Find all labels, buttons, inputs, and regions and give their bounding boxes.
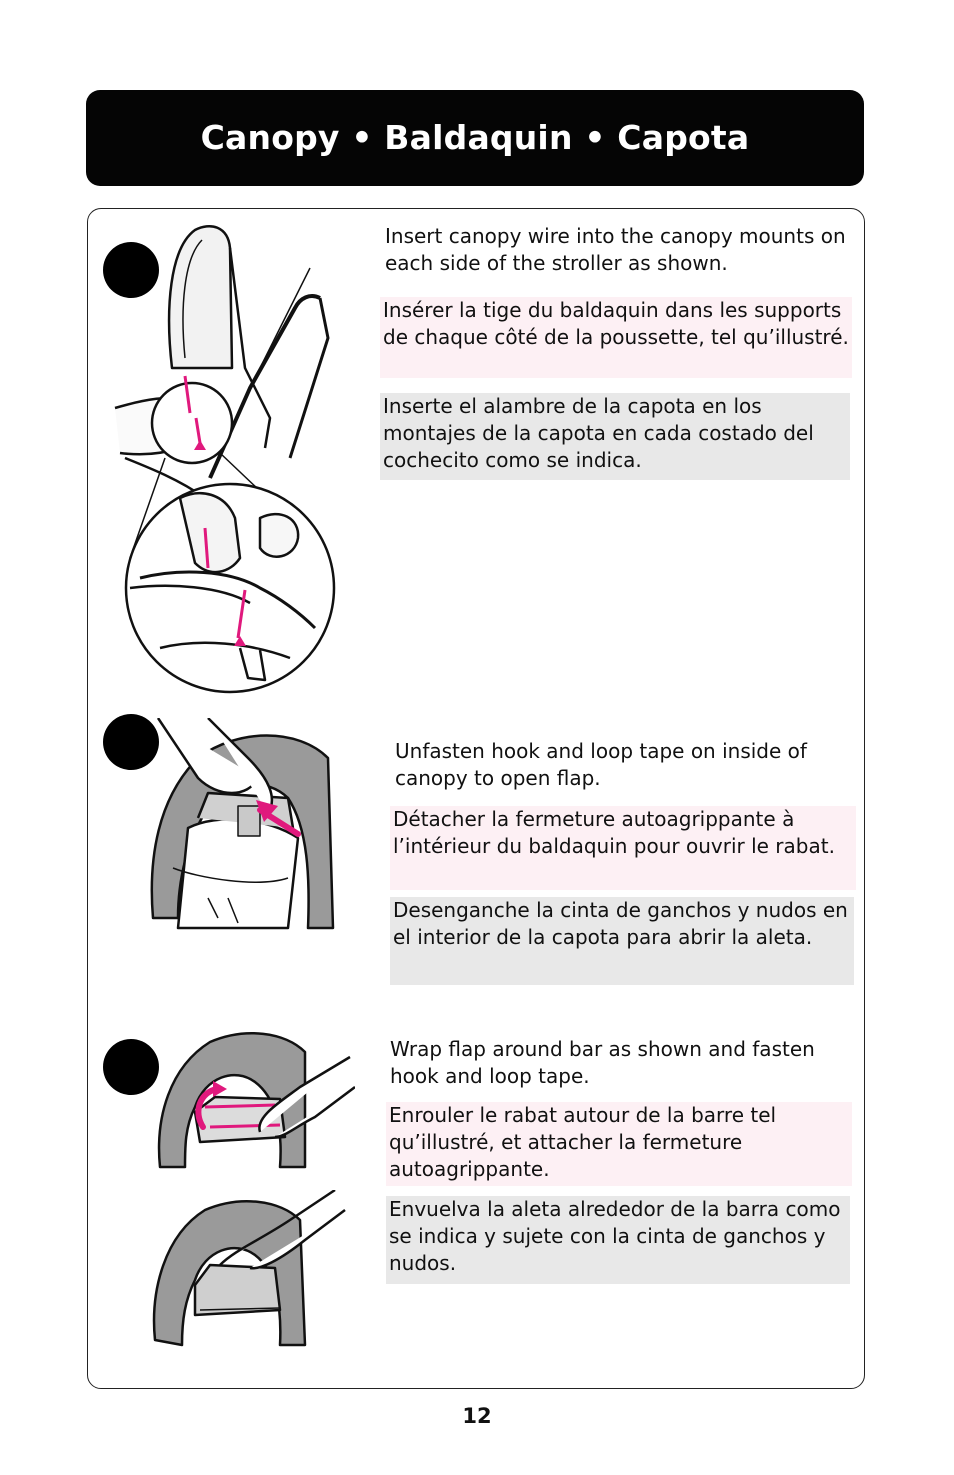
section-header <box>86 90 864 186</box>
step-2-text-english: Unfasten hook and loop tape on inside of canopy to open flap. <box>395 739 807 790</box>
step-2-text-spanish: Desenganche la cinta de ganchos y nudos en el interior de la capota para abrir la aleta. <box>390 897 854 985</box>
step-1-text-french: Insérer la tige du baldaquin dans les supports de chaque côté de la poussette, tel qu’illustré. <box>380 297 852 378</box>
step-3-text-english: Wrap flap around bar as shown and fasten hook and loop tape. <box>390 1037 815 1088</box>
step-1-text-spanish: Inserte el alambre de la capota en los montajes de la capota en cada costado del cochecito como se indica. <box>380 393 850 480</box>
step-3-marker <box>103 1039 159 1095</box>
section-title: Canopy • Baldaquin • Capota <box>200 118 750 157</box>
wrap-flap-illustration <box>155 1027 355 1172</box>
step-1-text-english: Insert canopy wire into the canopy mounts on each side of the stroller as shown. <box>385 224 846 275</box>
canopy-mount-illustration <box>110 218 350 696</box>
fastened-flap-illustration <box>140 1190 350 1350</box>
page-number: 12 <box>462 1404 492 1428</box>
unfasten-flap-illustration <box>138 718 338 933</box>
step-3-text-spanish: Envuelva la aleta alrededor de la barra como se indica y sujete con la cinta de ganchos y nudos. <box>386 1196 850 1284</box>
step-3-text-french: Enrouler le rabat autour de la barre tel qu’illustré, et attacher la fermeture autoagrippante. <box>386 1102 852 1186</box>
step-2-text-french: Détacher la fermeture autoagrippante à l’intérieur du baldaquin pour ouvrir le rabat. <box>390 806 856 890</box>
